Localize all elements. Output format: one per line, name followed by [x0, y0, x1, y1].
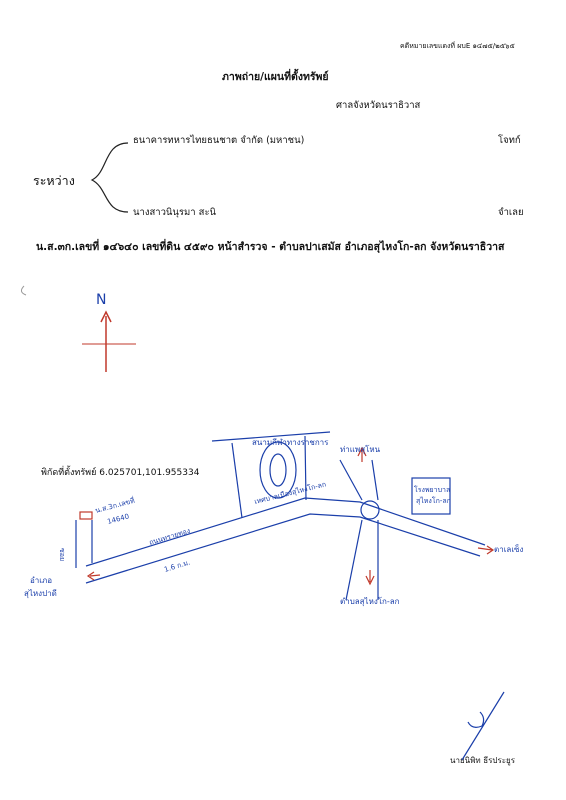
defendant-name: นางสาวนินุรมา สะนิ [133, 207, 217, 218]
label-side-road: ซอย [58, 548, 66, 562]
signature-scribble [462, 692, 504, 760]
label-property-2: 14640 [106, 512, 131, 526]
brace [92, 143, 128, 212]
plaintiff-role: โจทก์ [498, 135, 521, 146]
defendant-role: จำเลย [498, 207, 524, 218]
label-direction-bottom: ตำบลสุไหงโก-ลก [340, 597, 400, 606]
label-distance: 1.6 ก.ม. [163, 558, 192, 574]
vertical-road-west [340, 460, 362, 600]
case-number: คดีหมายเลขแดงที่ ผบE ๑๔๗๕/๒๕๖๕ [400, 42, 515, 50]
label-school-2: สุไหงโก-ลก [416, 497, 451, 505]
map-labels [24, 438, 523, 606]
coordinates: พิกัดที่ตั้งทรัพย์ 6.025701,101.955334 [41, 468, 200, 478]
property-marker [80, 512, 92, 519]
court-name: ศาลจังหวัดนราธิวาส [336, 100, 421, 111]
label-stadium: สนามกีฬาทางราชการ [252, 438, 329, 447]
page-title: ภาพถ่าย/แผนที่ตั้งทรัพย์ [222, 71, 329, 83]
land-info: น.ส.๓ก.เลขที่ ๑๔๖๔๐ เลขที่ดิน ๔๕๙๐ หน้าสำรวจ - ตำบลปาเสมัส อำเภอสุไหงโก-ลก จังหวัดนราธิวาส [36, 241, 505, 253]
road-map [76, 432, 485, 600]
plaintiff-name: ธนาคารทหารไทยธนชาต จำกัด (มหาชน) [133, 135, 305, 146]
school-building [412, 478, 450, 514]
label-municipality: เทศบาลเมืองสุไหงโก-ลก [253, 480, 327, 506]
stadium-inner [270, 454, 286, 486]
side-road [76, 520, 92, 568]
label-property-1: น.ส.3ก.เลขที่ [94, 496, 136, 515]
label-direction-top: ท่าแพสุโหน [340, 445, 381, 454]
north-compass [82, 292, 136, 372]
main-road-edge [86, 514, 480, 583]
label-direction-left-1: อำเภอ [30, 576, 53, 585]
arrow-right-icon [478, 546, 493, 554]
signer-name: นายนิพิท ธีรประยูร [450, 756, 516, 765]
main-road [86, 498, 485, 566]
label-direction-right: ตาเลเซ็ง [494, 545, 524, 554]
label-school-1: โรงพยาบาล [414, 486, 451, 494]
pen-mark [21, 286, 26, 295]
arrow-down-icon [366, 570, 374, 584]
block-left [232, 443, 242, 518]
label-road-main: ถนนทรายทอง [148, 526, 192, 547]
roundabout [361, 501, 379, 519]
label-direction-left-2: สุไหงปาดี [24, 589, 57, 598]
north-label: N [96, 292, 107, 308]
between-label: ระหว่าง [33, 173, 75, 188]
north-arrow-icon [101, 312, 111, 372]
